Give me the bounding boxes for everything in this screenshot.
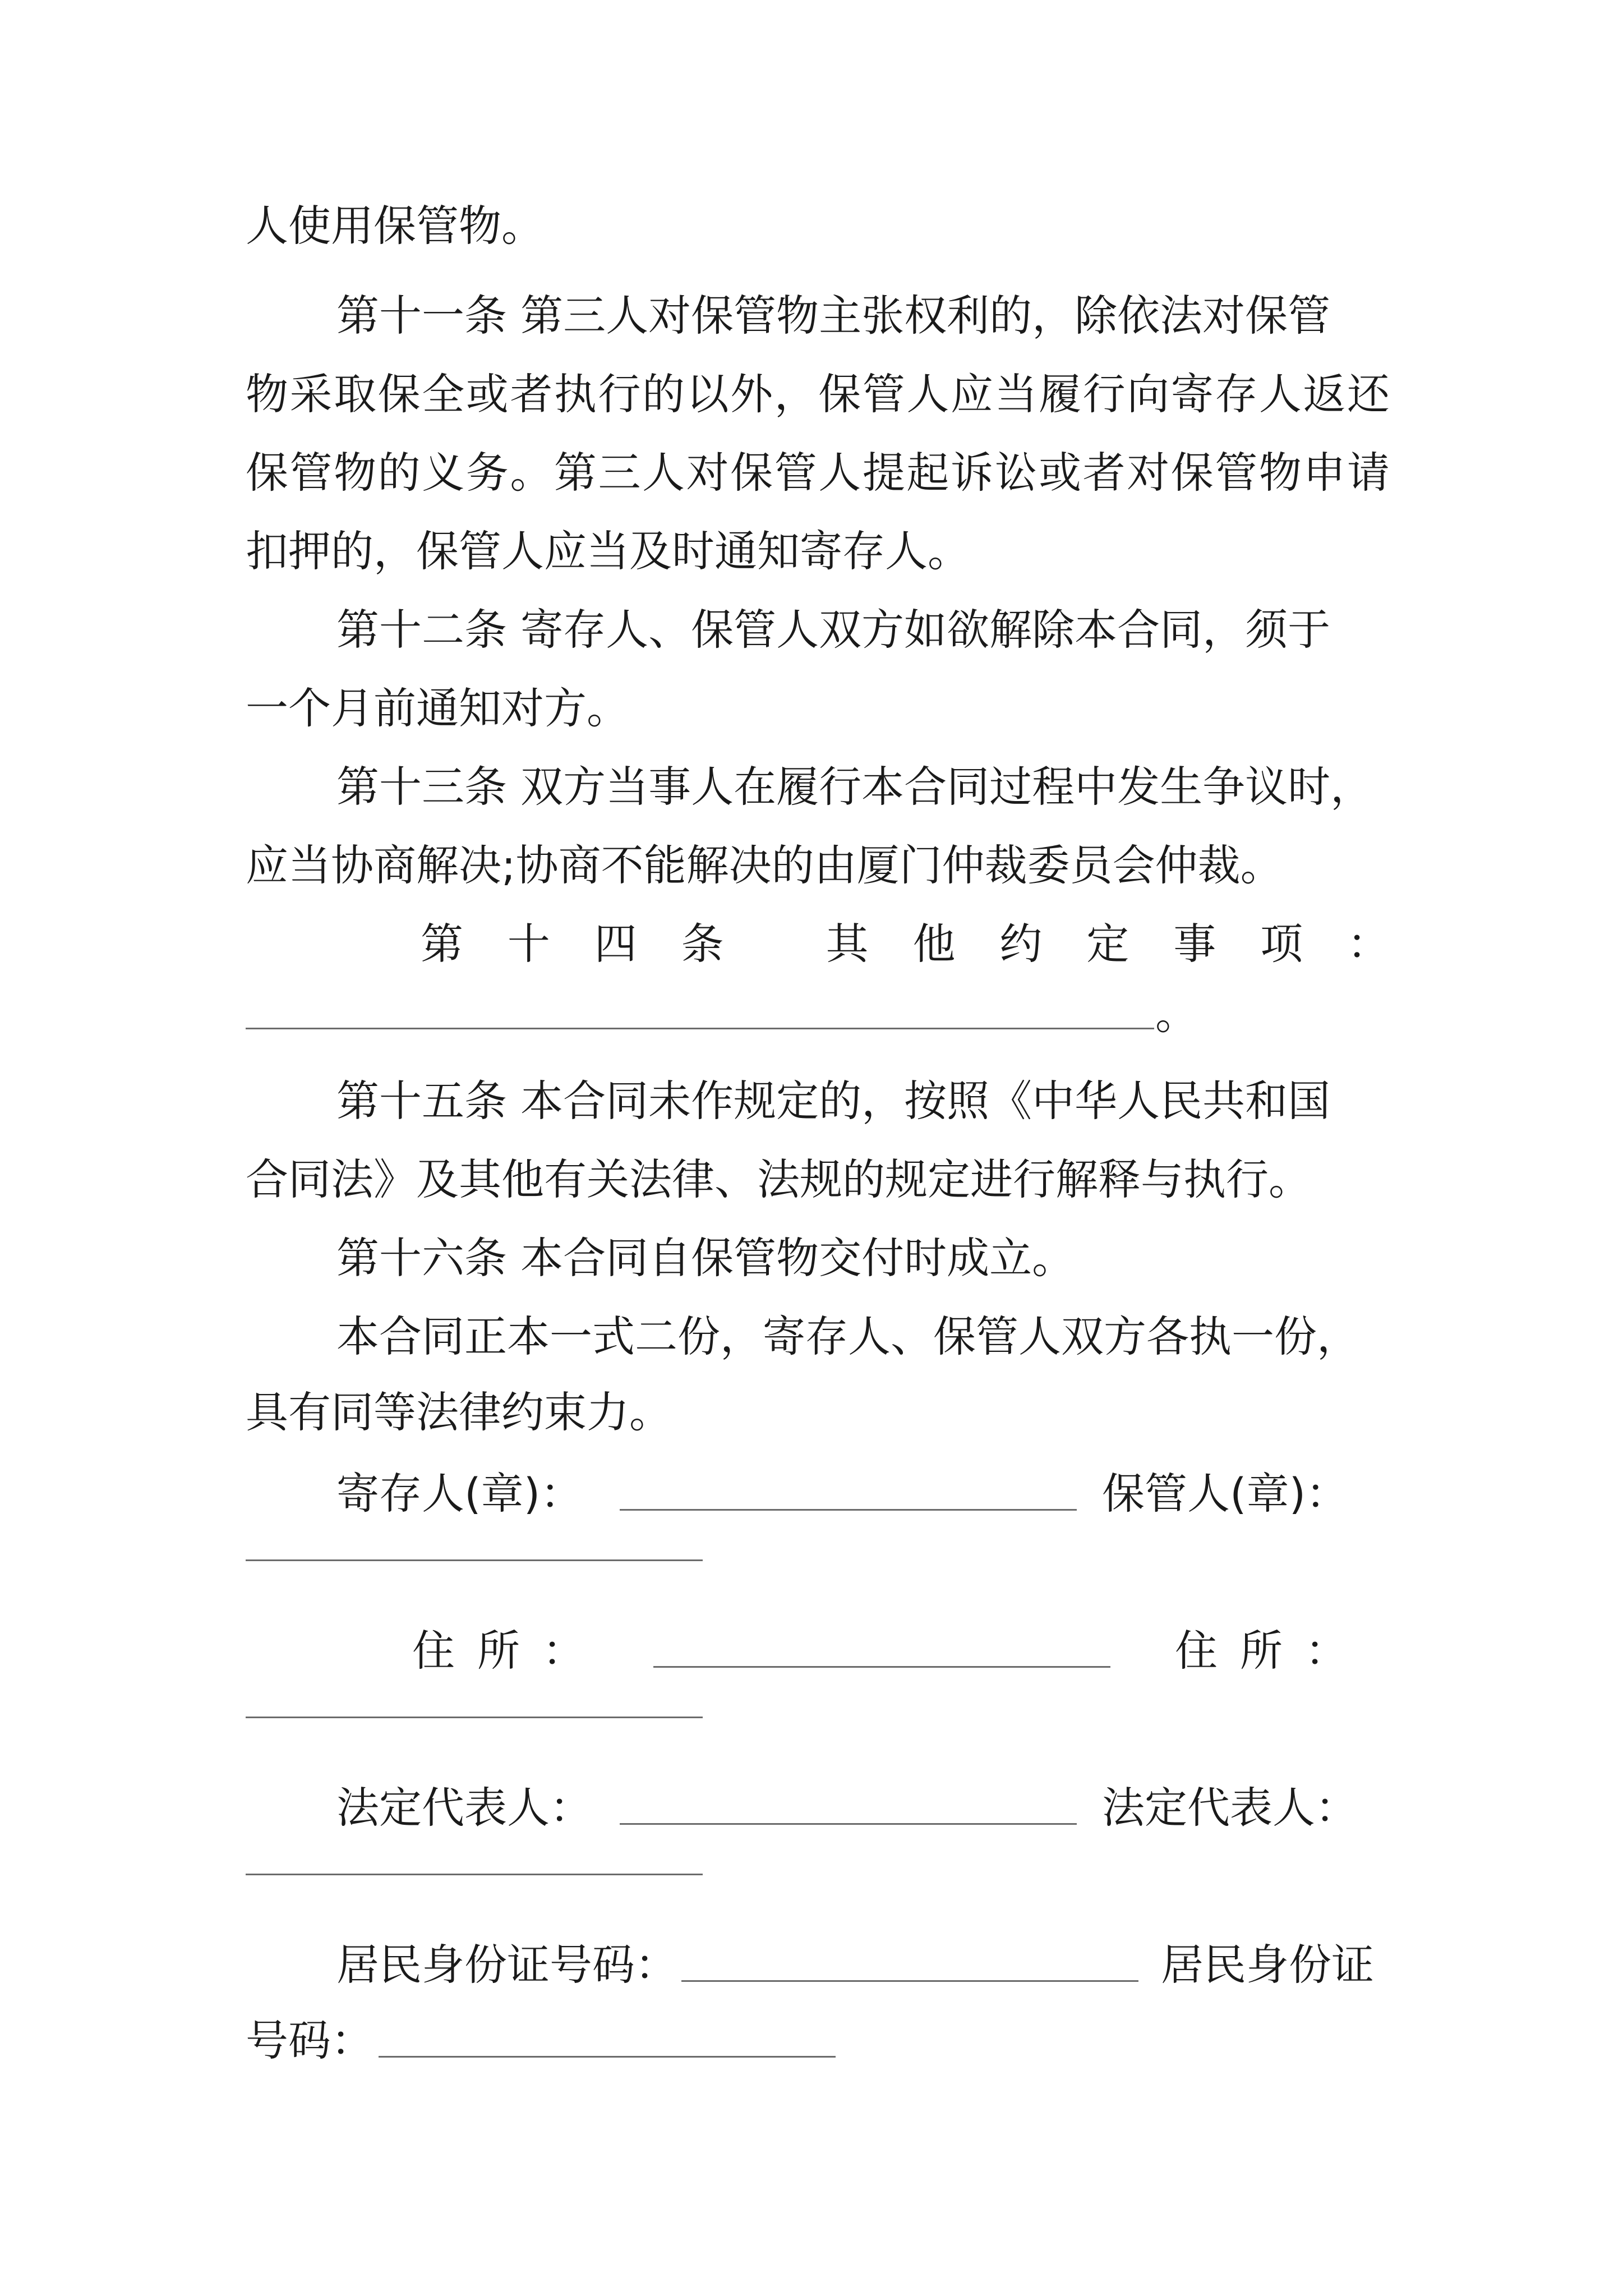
depositor-seal-blank — [620, 1509, 1077, 1511]
clause-16-line: 第十六条 本合同自保管物交付时成立。 — [336, 1233, 1075, 1283]
other-terms-blank — [246, 1028, 1154, 1029]
legal-rep-blank-left — [620, 1823, 1077, 1825]
legal-rep-blank-right — [246, 1874, 703, 1875]
id-number-label-left: 居民身份证号码： — [336, 1940, 677, 1990]
id-number-blank-right — [379, 2056, 836, 2058]
id-number-blank-left — [681, 1980, 1138, 1982]
address-blank-left — [653, 1666, 1110, 1668]
text-line: 。 — [1155, 989, 1198, 1039]
address-label-left: 住所： — [412, 1626, 607, 1676]
text-line: 应当协商解决;协商不能解决的由厦门仲裁委员会仲裁。 — [246, 840, 1283, 890]
clause-11-line: 第十一条 第三人对保管物主张权利的，除依法对保管 — [336, 291, 1331, 341]
custodian-seal-label: 保管人(章)： — [1102, 1469, 1349, 1519]
text-line: 具有同等法律约束力。 — [246, 1387, 672, 1437]
address-label-right: 住所： — [1175, 1626, 1370, 1676]
clause-14-line: 第十四条 其他约定事项： — [421, 919, 1390, 969]
text-line: 扣押的，保管人应当及时通知寄存人。 — [246, 526, 970, 576]
custodian-seal-blank — [246, 1559, 703, 1561]
text-line: 保管物的义务。第三人对保管人提起诉讼或者对保管物申请 — [246, 448, 1390, 498]
clause-12-line: 第十二条 寄存人、保管人双方如欲解除本合同，须于 — [336, 605, 1331, 655]
clause-13-line: 第十三条 双方当事人在履行本合同过程中发生争议时， — [336, 762, 1373, 812]
depositor-seal-label: 寄存人(章)： — [336, 1469, 583, 1519]
legal-rep-label-left: 法定代表人： — [336, 1783, 592, 1833]
clause-15-line: 第十五条 本合同未作规定的，按照《中华人民共和国 — [336, 1076, 1331, 1126]
text-line: 人使用保管物。 — [246, 201, 544, 251]
text-line: 合同法》及其他有关法律、法规的规定进行解释与执行。 — [246, 1154, 1311, 1204]
id-number-label-right: 居民身份证 — [1161, 1940, 1374, 1990]
address-blank-right — [246, 1717, 703, 1718]
copies-line: 本合同正本一式二份，寄存人、保管人双方各执一份， — [336, 1312, 1359, 1361]
text-line: 物采取保全或者执行的以外，保管人应当履行向寄存人返还 — [246, 369, 1390, 419]
legal-rep-label-right: 法定代表人： — [1102, 1783, 1358, 1833]
id-number-label-right-cont: 号码： — [246, 2016, 374, 2065]
text-line: 一个月前通知对方。 — [246, 683, 629, 733]
